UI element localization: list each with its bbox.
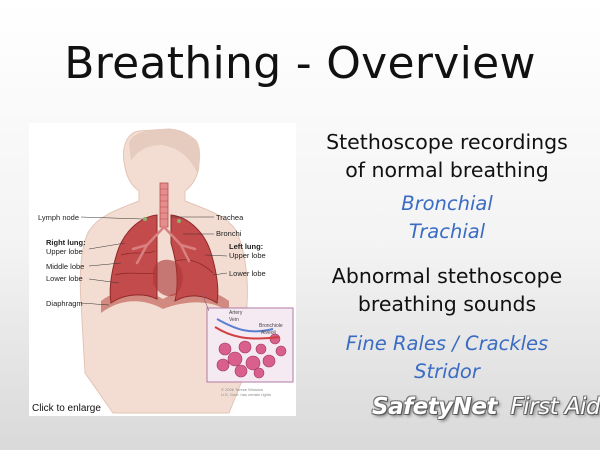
link-bronchial[interactable]: Bronchial	[401, 192, 493, 215]
label-trachea: Trachea	[216, 213, 244, 222]
safetynet-logo	[372, 394, 600, 436]
figure-credit-rights: U.S. Govt. has certain rights	[221, 392, 272, 397]
figure-credit: © 2006 Terese Winslow	[221, 387, 264, 392]
label-middle-lobe: Middle lobe	[46, 262, 85, 271]
label-right-upper-lobe: Upper lobe	[46, 247, 83, 256]
trachea-shape	[160, 183, 168, 227]
label-bronchi: Bronchi	[216, 229, 242, 238]
link-trachial[interactable]: Trachial	[408, 220, 486, 243]
abnormal-breathing-section	[316, 262, 578, 386]
logo-part2: First Aid	[510, 394, 600, 420]
label-lymph-node: Lymph node	[38, 213, 80, 222]
label-vein: Vein	[229, 317, 239, 323]
label-diaphragm: Diaphragm	[46, 299, 83, 308]
heading-abnormal-line1: Abnormal stethoscope	[331, 264, 563, 288]
heading-abnormal-line2: breathing sounds	[357, 292, 537, 316]
link-fine-rales-crackles[interactable]: Fine Rales / Crackles	[345, 332, 549, 355]
click-to-enlarge-link[interactable]: Click to enlarge	[32, 403, 101, 414]
label-alveoli: Alveoli	[261, 330, 276, 336]
logo-part1: SafetyNet	[372, 394, 498, 420]
heading-normal-line1: Stethoscope recordings	[326, 130, 568, 154]
label-right-lung: Right lung:	[46, 238, 86, 247]
label-left-lung: Left lung:	[229, 242, 264, 251]
slide-title: Breathing - Overview	[64, 38, 536, 89]
label-right-lower-lobe: Lower lobe	[46, 274, 83, 283]
normal-breathing-section	[316, 128, 578, 246]
label-left-lower-lobe: Lower lobe	[229, 269, 266, 278]
lung-anatomy-figure[interactable]	[29, 123, 296, 416]
heading-normal-line2: of normal breathing	[345, 158, 549, 182]
label-bronchiole: Bronchiole	[259, 323, 283, 329]
label-artery: Artery	[229, 310, 243, 316]
link-stridor[interactable]: Stridor	[414, 360, 480, 383]
label-left-upper-lobe: Upper lobe	[229, 251, 266, 260]
